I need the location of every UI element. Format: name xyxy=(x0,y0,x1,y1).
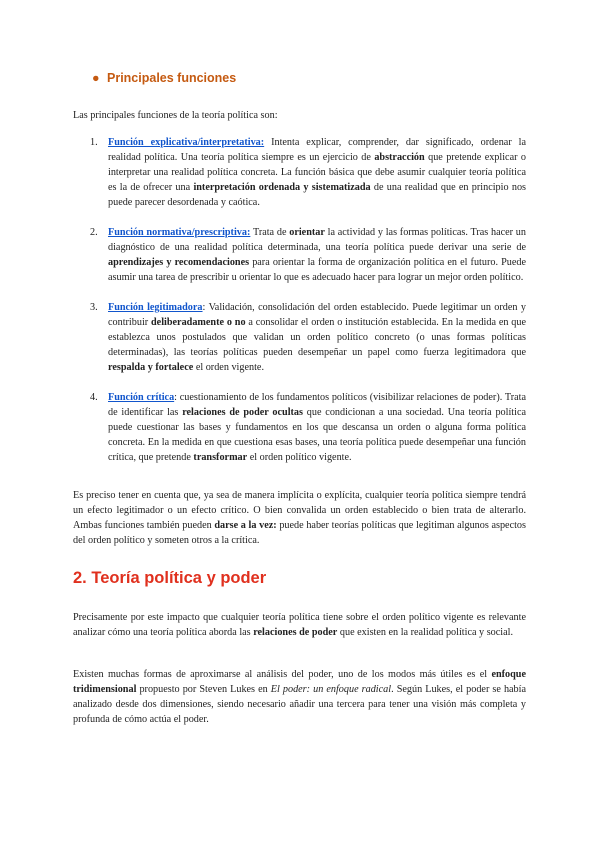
bold-text: aprendizajes y recomendaciones xyxy=(108,257,250,268)
text-span: Intenta explicar, comprender, dar significado, ordenar la realidad política. Una teoría política siempre es un ejercicio de xyxy=(108,137,526,163)
text-span: : Validación, consolidación del orden establecido. Puede legitimar un orden y contribuir xyxy=(108,302,526,328)
text-span: que existen en la realidad política y social. xyxy=(337,627,513,638)
text-span: Es preciso tener en cuenta que, ya sea de manera implícita o explícita, cualquier teoría política siempre tendrá un efecto legitimador o un efecto crítico. O bien convalida un orden establecido o bien trata de alterarlo. Ambas funciones también pueden xyxy=(73,490,526,531)
list-item xyxy=(90,225,527,285)
function-link[interactable]: Función crítica xyxy=(108,392,175,403)
text-span: Existen muchas formas de aproximarse al análisis del poder, uno de los modos más útiles es el xyxy=(73,669,492,680)
list-number: 4. xyxy=(90,392,98,403)
bold-text: orientar xyxy=(289,227,325,238)
bold-text: relaciones de poder ocultas xyxy=(182,407,303,418)
text-span: : cuestionamiento de los fundamentos políticos (visibilizar relaciones de poder). Trata de identificar las xyxy=(108,392,526,418)
intro-paragraph: Las principales funciones de la teoría política son: xyxy=(73,110,278,121)
italic-text: El poder: un enfoque radical xyxy=(270,684,392,695)
function-link[interactable]: Función explicativa/interpretativa: xyxy=(108,137,265,148)
list-number: 2. xyxy=(90,227,98,238)
text-span: a consolidar el orden o institución establecida. En la medida en que establezca unos postulados que validan un orden político concreto (o unas formas políticas determinadas), las teorías políticas pueden desempeñar un papel como fuerza legitimadora que xyxy=(108,317,526,358)
text-span: para orientar la forma de organización política en el futuro. Puede asumir una tarea de prescribir u orientar lo que es adecuado hacer para lograr un mejor orden político. xyxy=(108,257,527,283)
text-span: que condicionan a una sociedad. Una teoría política puede cuestionar las bases y fundamentos en los que descansa un orden o alguna forma política concreta. En la medida en que cuestiona esas bases, una teoría política puede desempeñar una función crítica, que pretende xyxy=(108,407,526,463)
bold-text: transformar xyxy=(193,452,248,463)
bullet-dot-icon: ● xyxy=(92,71,100,85)
function-link[interactable]: Función normativa/prescriptiva: xyxy=(108,227,251,238)
power-paragraph xyxy=(73,610,526,640)
bold-text: enfoque tridimensional xyxy=(73,669,526,695)
text-span: . Según Lukes, el poder se había analizado desde dos dimensiones, siendo necesario añadir una tercera para tener una visión más completa y profunda de cómo actúa el poder. xyxy=(73,684,527,725)
text-span: de una realidad que en principio nos puede parecer desordenada y caótica. xyxy=(108,182,527,208)
bold-text: relaciones de poder xyxy=(253,627,338,638)
bold-text: abstracción xyxy=(374,152,425,163)
summary-paragraph xyxy=(73,488,526,548)
list-item xyxy=(90,135,527,210)
list-number: 3. xyxy=(90,302,98,313)
section-bullet-heading xyxy=(92,71,236,86)
bold-text: interpretación ordenada y sistematizada xyxy=(193,182,371,193)
list-item xyxy=(90,390,526,465)
bold-text: respalda y fortalece xyxy=(108,362,194,373)
text-span: el orden vigente. xyxy=(193,362,264,373)
text-span: que pretende explicar o interpretar una realidad política concreta. La función básica que debe asumir cualquier teoría política es la de ofrecer una xyxy=(108,152,526,193)
bold-text: deliberadamente o no xyxy=(151,317,246,328)
section-heading: 2. Teoría política y poder xyxy=(73,569,267,587)
text-span: Precisamente por este impacto que cualquier teoría política tiene sobre el orden político vigente es relevante analizar cómo una teoría política aborda las xyxy=(73,612,526,638)
text-span: el orden político vigente. xyxy=(247,452,352,463)
text-span: la actividad y las formas políticas. Tras hacer un diagnóstico de una realidad política determinada, una teoría política puede derivar una serie de xyxy=(108,227,526,253)
functions-list xyxy=(90,135,527,480)
bullet-heading-text: Principales funciones xyxy=(107,71,237,85)
bold-text: darse a la vez: xyxy=(214,520,277,531)
list-number: 1. xyxy=(90,137,98,148)
text-span: Trata de xyxy=(250,227,290,238)
text-span: propuesto por Steven Lukes en xyxy=(136,684,271,695)
list-item xyxy=(90,300,526,375)
lukes-paragraph xyxy=(73,667,526,727)
function-link[interactable]: Función legitimadora xyxy=(108,302,203,313)
text-span: puede haber teorías políticas que legitiman algunos aspectos del orden político y someten otros a la crítica. xyxy=(73,520,526,546)
